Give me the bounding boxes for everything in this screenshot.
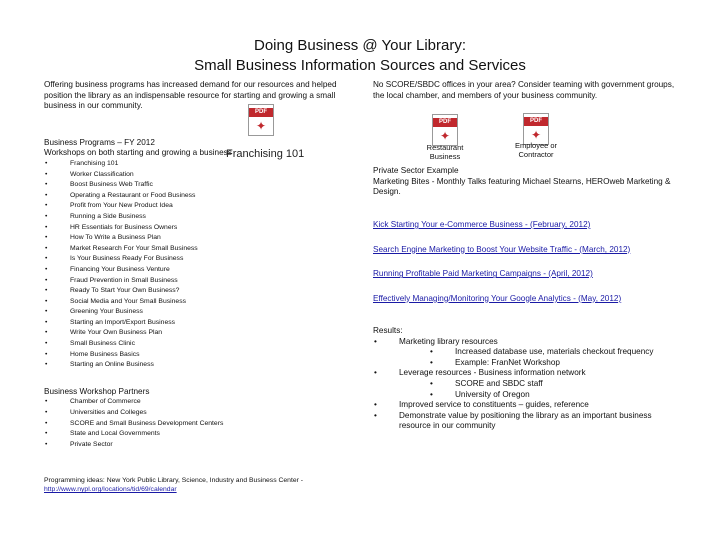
workshop-item: • Small Business Clinic: [44, 339, 344, 350]
link-paid-campaigns[interactable]: Running Profitable Paid Marketing Campaigns - (April, 2012): [373, 269, 593, 279]
results-list: [373, 337, 673, 432]
workshop-item: • Fraud Prevention in Small Business: [44, 276, 344, 287]
workshop-item: • Franchising 101: [44, 159, 344, 170]
partners-heading: Business Workshop Partners: [44, 386, 150, 396]
workshop-item: • Operating a Restaurant or Food Business: [44, 191, 344, 202]
private-sector-heading: Private Sector Example: [373, 166, 459, 175]
workshop-item: • Worker Classification: [44, 170, 344, 181]
workshop-item: • Home Business Basics: [44, 350, 344, 361]
result-sublist: [399, 379, 673, 400]
workshop-item: • Ready To Start Your Own Business?: [44, 286, 344, 297]
result-text: Marketing library resources: [399, 336, 498, 346]
result-sublist: [399, 347, 673, 368]
private-sector-line: Marketing Bites - Monthly Talks featuring Michael Stearns, HEROweb Marketing & Design.: [373, 176, 671, 197]
result-text: Improved service to constituents – guides, reference: [399, 400, 589, 410]
private-sector-block: [373, 166, 683, 198]
partner-item: • Universities and Colleges: [44, 408, 344, 419]
result-item: [373, 368, 673, 400]
page-title: [0, 36, 720, 76]
acrobat-icon: ✦: [255, 119, 267, 133]
workshop-item: • HR Essentials for Business Owners: [44, 223, 344, 234]
restaurant-business-caption: Restaurant Business: [426, 143, 464, 161]
workshop-item: • Running a Side Business: [44, 212, 344, 223]
partner-item: • Private Sector: [44, 440, 344, 451]
result-subitem: • SCORE and SBDC staff: [429, 379, 673, 390]
link-google-analytics[interactable]: Effectively Managing/Monitoring Your Google Analytics - (May, 2012): [373, 293, 622, 303]
results-block: [373, 326, 673, 432]
acrobat-icon: ✦: [530, 128, 542, 142]
pdf-label: PDF: [524, 117, 548, 126]
programs-heading: Business Programs – FY 2012: [44, 137, 155, 147]
no-score-paragraph: No SCORE/SBDC offices in your area? Consider teaming with government groups, the local chamber, and members of your business community.: [373, 80, 675, 100]
partner-item: • State and Local Governments: [44, 429, 344, 440]
workshop-item: • Greening Your Business: [44, 307, 344, 318]
result-subitem: • University of Oregon: [429, 390, 673, 401]
result-item: [373, 411, 673, 432]
acrobat-icon: ✦: [439, 129, 451, 143]
workshop-item: • Market Research For Your Small Business: [44, 244, 344, 255]
restaurant-business-pdf-icon[interactable]: [432, 114, 458, 146]
marketing-links: [373, 220, 683, 304]
workshop-item: • Social Media and Your Small Business: [44, 297, 344, 308]
result-subitem: • Increased database use, materials checkout frequency: [429, 347, 673, 358]
result-item: [373, 337, 673, 369]
intro-paragraph: Offering business programs has increased demand for our resources and helped position the library as an indispensable resource for starting and growing a small business in our community.: [44, 80, 337, 111]
result-text: Leverage resources - Business information network: [399, 368, 586, 378]
workshop-item: • Boost Business Web Traffic: [44, 180, 344, 191]
partner-item: • SCORE and Small Business Development Centers: [44, 419, 344, 430]
partner-item: • Chamber of Commerce: [44, 397, 344, 408]
workshop-item: • Starting an Import/Export Business: [44, 318, 344, 329]
workshop-item: • Financing Your Business Venture: [44, 265, 344, 276]
title-line-2: Small Business Information Sources and Services: [194, 57, 526, 74]
franchising-101-label: Franchising 101: [226, 148, 305, 160]
workshop-list: [44, 159, 344, 371]
title-line-1: Doing Business @ Your Library:: [253, 37, 466, 54]
partner-list: [44, 397, 344, 450]
pdf-label: PDF: [433, 118, 457, 127]
employee-contractor-caption: Employee or Contractor: [514, 141, 558, 159]
workshop-item: • How To Write a Business Plan: [44, 233, 344, 244]
workshop-item: • Is Your Business Ready For Business: [44, 254, 344, 265]
left-column: [44, 80, 344, 494]
workshops-heading: Workshops on both starting and growing a business: [44, 148, 232, 158]
workshop-item: • Starting an Online Business: [44, 360, 344, 371]
link-search-engine[interactable]: Search Engine Marketing to Boost Your Website Traffic - (March, 2012): [373, 244, 631, 254]
result-text: Demonstrate value by positioning the library as an important business resource in our community: [399, 410, 652, 431]
result-subitem: • Example: FranNet Workshop: [429, 358, 673, 369]
results-heading: Results:: [373, 326, 403, 335]
programming-ideas-text: Programming ideas: New York Public Library, Science, Industry and Business Center -: [44, 477, 304, 485]
workshop-item: • Profit from Your New Product Idea: [44, 201, 344, 212]
result-item: [373, 400, 673, 411]
link-kick-starting[interactable]: Kick Starting Your e-Commerce Business - (February, 2012): [373, 220, 591, 229]
workshop-item: • Write Your Own Business Plan: [44, 328, 344, 339]
nypl-calendar-link[interactable]: http://www.nypl.org/locations/tid/69/calendar: [44, 486, 177, 494]
programming-ideas: [44, 476, 344, 494]
pdf-label: PDF: [249, 108, 273, 117]
